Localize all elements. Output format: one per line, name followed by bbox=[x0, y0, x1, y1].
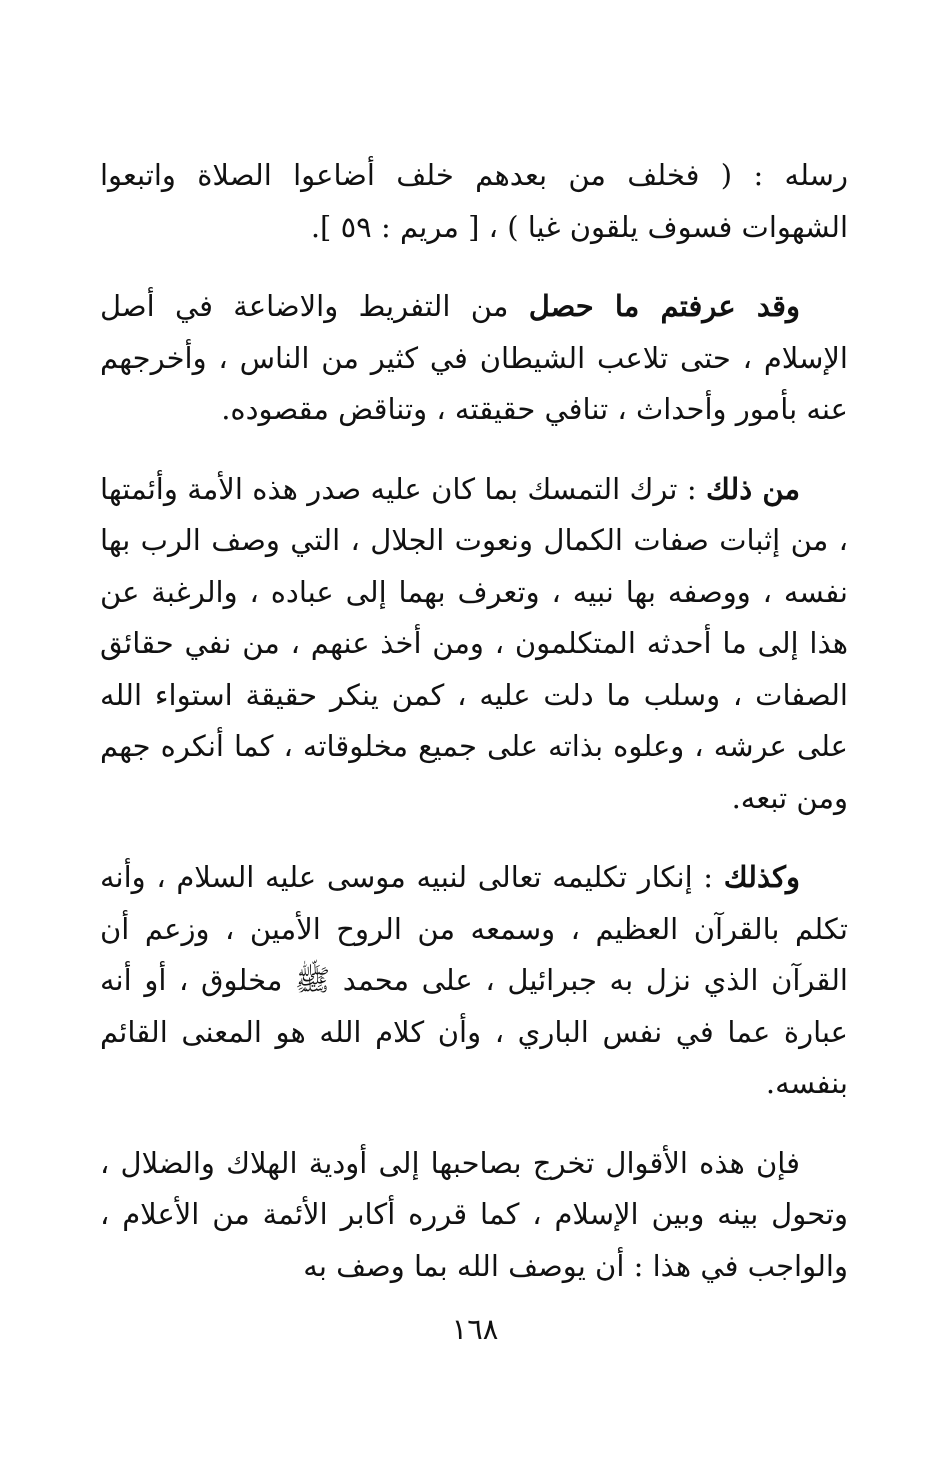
paragraph-3-lead: من ذلك bbox=[705, 471, 800, 506]
paragraph-2-lead: وقد عرفتم ما حصل bbox=[528, 289, 800, 323]
paragraph-2 bbox=[100, 281, 848, 436]
page-body bbox=[100, 150, 848, 1320]
paragraph-2-text: من التفريط والاضاعة في أصل الإسلام ، حتى تلاعب الشيطان في كثير من الناس ، وأخرجهم عنه بأمور وأحداث ، تنافي حقيقته ، وتناقض مقصوده. bbox=[100, 289, 848, 426]
paragraph-1 bbox=[100, 150, 848, 253]
paragraph-4-text: : إنكار تكليمه تعالى لنبيه موسى عليه السلام ، وأنه تكلم بالقرآن العظيم ، وسمعه من الروح الأمين ، وزعم أن القرآن الذي نزل به جبرائيل ، على محمد ﷺ مخلوق ، أو أنه عبارة عما في نفس الباري ، وأن كلام الله هو المعنى القائم بنفسه. bbox=[100, 860, 848, 1100]
paragraph-1-text: رسله : ( فخلف من بعدهم خلف أضاعوا الصلاة واتبعوا الشهوات فسوف يلقون غيا ) ، [ مريم : ٥٩ ]. bbox=[100, 158, 848, 244]
paragraph-5 bbox=[100, 1138, 848, 1293]
page-number: ١٦٨ bbox=[451, 1312, 499, 1346]
paragraph-3 bbox=[100, 464, 848, 825]
paragraph-4-lead: وكذلك bbox=[723, 860, 800, 894]
paragraph-5-text: فإن هذه الأقوال تخرج بصاحبها إلى أودية الهلاك والضلال ، وتحول بينه وبين الإسلام ، كما قرره أكابر الأئمة من الأعلام ، والواجب في هذا : أن يوصف الله بما وصف به bbox=[100, 1145, 848, 1283]
paragraph-4 bbox=[100, 852, 848, 1110]
paragraph-3-text: : ترك التمسك بما كان عليه صدر هذه الأمة وأئمتها ، من إثبات صفات الكمال ونعوت الجلال ، التي وصف الرب بها نفسه ، ووصفه بها نبيه ، وتعرف بهما إلى عباده ، والرغبة عن هذا إلى ما أحدثه المتكلمون ، ومن أخذ عنهم ، من نفي حقائق الصفات ، وسلب ما دلت عليه ، كمن ينكر حقيقة استواء الله على عرشه ، وعلوه بذاته على جميع مخلوقاته ، كما أنكره جهم ومن تبعه. bbox=[100, 471, 848, 815]
